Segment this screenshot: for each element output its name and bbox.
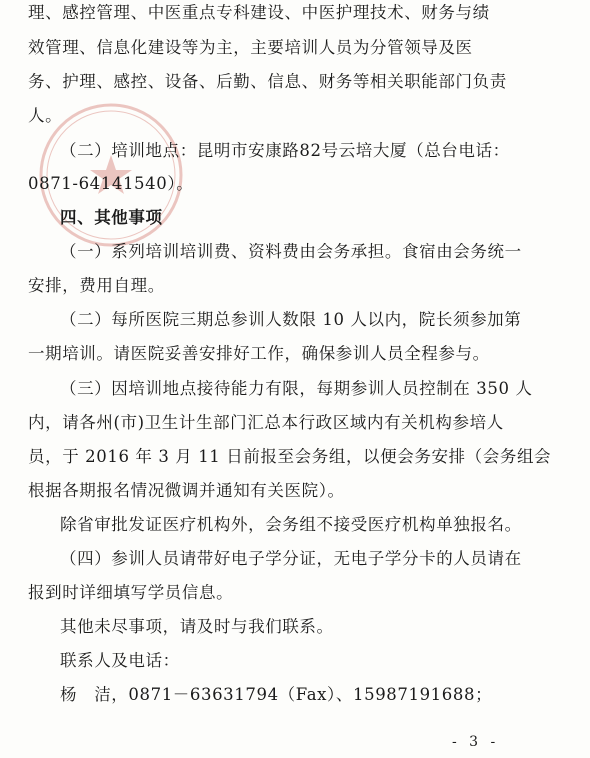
page-number: - 3 -	[452, 734, 500, 750]
section-heading-other-matters: 四、其他事项	[60, 208, 163, 227]
body-line-3: 务、护理、感控、设备、后勤、信息、财务等相关职能部门负责	[28, 72, 507, 91]
body-line-2: 效管理、信息化建设等为主，主要培训人员为分管领导及医	[28, 38, 473, 57]
contact-person-phone: 杨 洁，0871－63631794（Fax）、15987191688；	[60, 685, 493, 704]
item-3-line-2: 内，请各州(市)卫生计生部门汇总本行政区域内有关机构参培人	[28, 413, 504, 432]
item-3-line-4: 根据各期报名情况微调并通知有关医院）。	[28, 481, 345, 500]
training-location: （二）培训地点：昆明市安康路82号云培大厦（总台电话：	[60, 141, 510, 160]
item-2-line-1: （二）每所医院三期总参训人数限 10 人以内，院长须参加第	[60, 310, 522, 329]
contact-heading: 联系人及电话：	[60, 651, 180, 670]
item-4-line-1: （四）参训人员请带好电子学分证，无电子学分卡的人员请在	[60, 549, 522, 568]
item-3-line-3: 员，于 2016 年 3 月 11 日前报至会务组，以便会务安排（会务组会	[28, 447, 552, 466]
body-line-1: 理、感控管理、中医重点专科建设、中医护理技术、财务与绩	[28, 3, 490, 22]
body-line-4: 人。	[28, 106, 63, 125]
registration-note: 除省审批发证医疗机构外，会务组不接受医疗机构单独报名。	[60, 515, 522, 534]
training-phone: 0871-64141540）。	[28, 174, 194, 193]
item-1-line-1: （一）系列培训培训费、资料费由会务承担。食宿由会务统一	[60, 242, 522, 261]
item-1-line-2: 安排，费用自理。	[28, 276, 165, 295]
item-3-line-1: （三）因培训地点接待能力有限，每期参训人员控制在 350 人	[60, 379, 533, 398]
contact-note: 其他未尽事项，请及时与我们联系。	[60, 617, 334, 636]
item-2-line-2: 一期培训。请医院妥善安排好工作，确保参训人员全程参与。	[28, 344, 490, 363]
item-4-line-2: 报到时详细填写学员信息。	[28, 583, 234, 602]
